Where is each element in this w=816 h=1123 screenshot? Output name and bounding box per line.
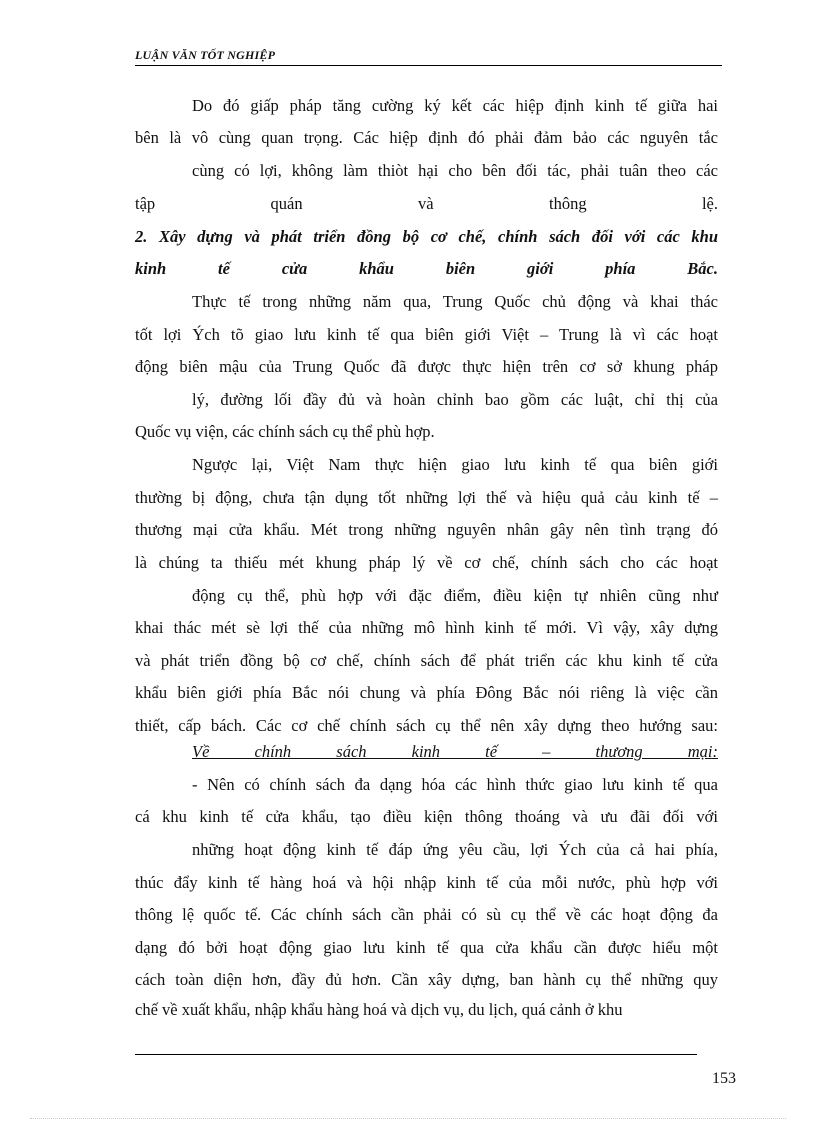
text-line: - Nên có chính sách đa dạng hóa các hình thức giao lưu kinh tế qua xyxy=(192,775,718,794)
text-line: tốt lợi Ých tõ giao lưu kinh tế qua biên giới Việt – Trung là vì các hoạt xyxy=(135,325,718,344)
text-line: cá khu kinh tế cửa khẩu, tạo điều kiện thông thoáng và ưu đãi đối với xyxy=(135,807,718,826)
text-line: bên là vô cùng quan trọng. Các hiệp định đó phải đảm bảo các nguyên tắc xyxy=(135,128,718,147)
subsection-heading: Về chính sách kinh tế – thương mại: xyxy=(192,742,718,761)
text-line: là chúng ta thiếu mét khung pháp lý về cơ chế, chính sách cho các hoạt xyxy=(135,553,718,572)
header-rule xyxy=(135,65,722,66)
text-line: thiết, cấp bách. Các cơ chế chính sách cụ thể nên xây dựng theo hướng sau: xyxy=(135,716,718,735)
text-line: và phát triển đồng bộ cơ chế, chính sách để phát triển các khu kinh tế cửa xyxy=(135,651,718,670)
text-line: những hoạt động kinh tế đáp ứng yêu cầu, lợi Ých của cả hai phía, xyxy=(192,840,718,859)
text-line: cách toàn diện hơn, đầy đủ hơn. Cần xây dựng, ban hành cụ thể những quy xyxy=(135,970,718,989)
text-line: thông lệ quốc tế. Các chính sách cần phải có sù cụ thể về các hoạt động đa xyxy=(135,905,718,924)
page-number: 153 xyxy=(712,1070,736,1087)
footer-rule xyxy=(135,1054,697,1055)
bottom-divider xyxy=(30,1118,786,1119)
text-line: thương mại cửa khẩu. Mét trong những nguyên nhân gây nên tình trạng đó xyxy=(135,520,718,539)
text-line: dạng đó bởi hoạt động giao lưu kinh tế qua cửa khẩu cần được hiểu một xyxy=(135,938,718,957)
text-line: Ngược lại, Việt Nam thực hiện giao lưu kinh tế qua biên giới xyxy=(192,455,718,474)
text-line: khai thác mét sè lợi thế của những mô hình kinh tế mới. Vì vậy, xây dựng xyxy=(135,618,718,637)
text-line: Do đó giấp pháp tăng cường ký kết các hiệp định kinh tế giữa hai xyxy=(192,96,718,115)
text-line: động biên mậu của Trung Quốc đã được thực hiện trên cơ sở khung pháp xyxy=(135,357,718,376)
text-line: lý, đường lối đầy đủ và hoàn chỉnh bao gồm các luật, chỉ thị của xyxy=(192,390,718,409)
text-line: khẩu biên giới phía Bắc nói chung và phía Đông Bắc nói riêng là việc cần xyxy=(135,683,718,702)
section-heading: 2. Xây dựng và phát triển đồng bộ cơ chế, chính sách đối với các khu xyxy=(135,227,718,246)
text-line: chế về xuất khẩu, nhập khẩu hàng hoá và dịch vụ, du lịch, quá cảnh ở khu xyxy=(135,1000,623,1019)
text-line: tập quán và thông lệ. xyxy=(135,194,718,213)
section-heading: kinh tế cửa khẩu biên giới phía Bắc. xyxy=(135,259,718,278)
text-line: Thực tế trong những năm qua, Trung Quốc chủ động và khai thác xyxy=(192,292,718,311)
text-line: thường bị động, chưa tận dụng tốt những lợi thế và hiệu quả cảu kinh tế – xyxy=(135,488,718,507)
header-title: LUẬN VĂN TỐT NGHIỆP xyxy=(135,48,276,62)
text-line: động cụ thể, phù hợp với đặc điểm, điều kiện tự nhiên cũng như xyxy=(192,586,718,605)
text-line: thúc đẩy kinh tế hàng hoá và hội nhập kinh tế của mỗi nước, phù hợp với xyxy=(135,873,718,892)
text-line: Quốc vụ viện, các chính sách cụ thể phù hợp. xyxy=(135,422,435,441)
text-line: cùng có lợi, không làm thiòt hại cho bên đối tác, phải tuân theo các xyxy=(192,161,718,180)
